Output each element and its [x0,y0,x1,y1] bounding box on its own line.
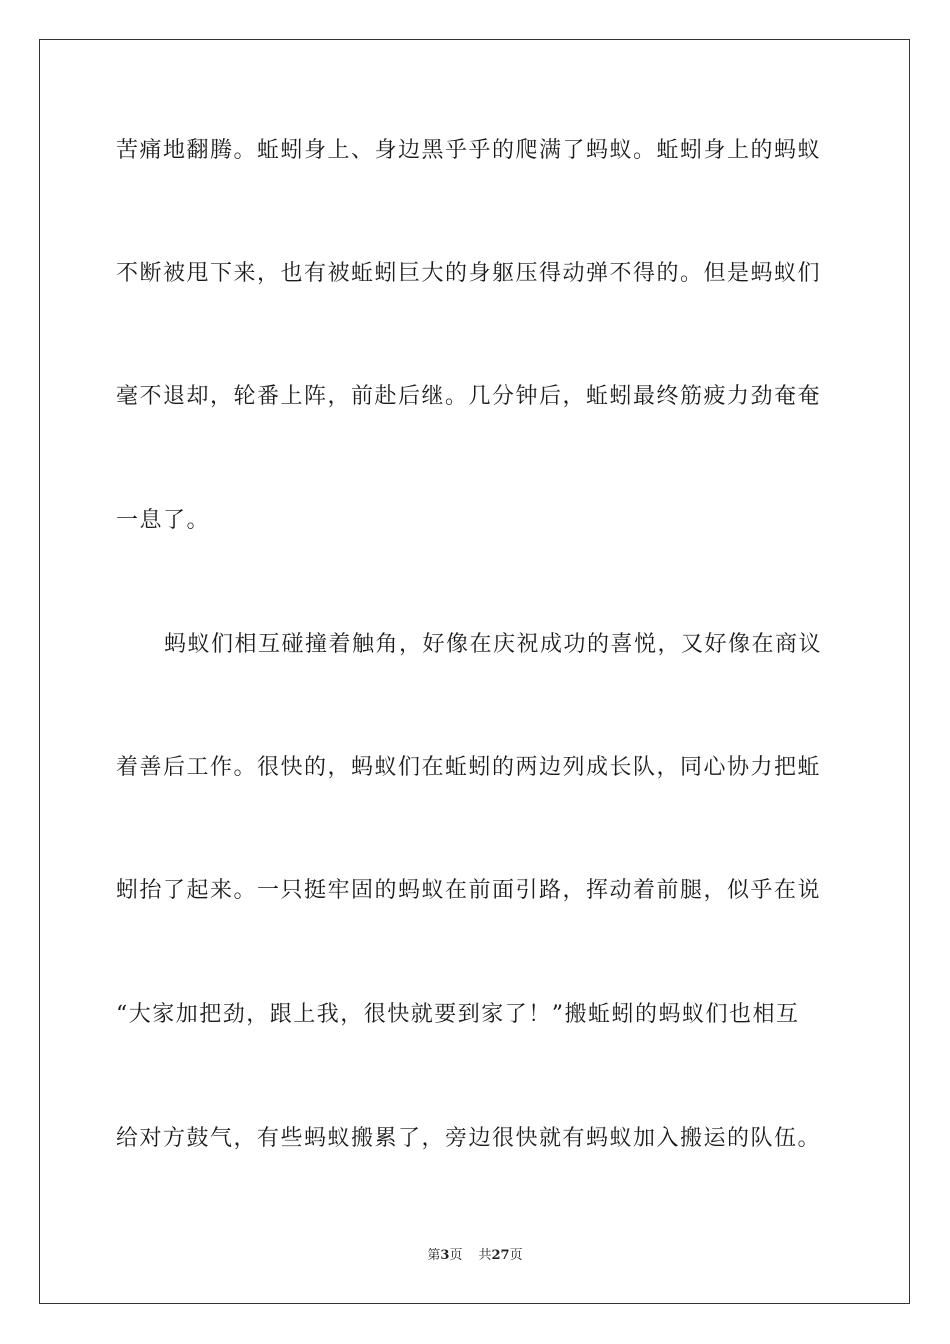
body-text-line-9: 给对方鼓气，有些蚂蚁搬累了，旁边很快就有蚂蚁加入搬运的队伍。 [116,1126,822,1151]
page-number: 3 [440,1248,450,1263]
total-prefix: 共 [478,1248,492,1263]
body-text-line-7: 蚓抬了起来。一只挺牢固的蚂蚁在前面引路，挥动着前腿，似乎在说 [116,878,822,903]
body-text-line-3: 毫不退却，轮番上阵，前赴后继。几分钟后，蚯蚓最终筋疲力劲奄奄 [116,384,822,409]
body-text-line-1: 苦痛地翻腾。蚯蚓身上、身边黑乎乎的爬满了蚂蚁。蚯蚓身上的蚂蚁 [116,138,822,163]
body-text-line-4: 一息了。 [116,508,211,533]
page-border [39,39,910,1304]
page-prefix: 第 [427,1248,441,1263]
page-footer [0,1247,950,1265]
total-pages: 27 [491,1248,510,1263]
total-suffix: 页 [509,1248,523,1263]
body-text-line-6: 着善后工作。很快的，蚂蚁们在蚯蚓的两边列成长队，同心协力把蚯 [116,755,822,780]
body-text-line-8: “大家加把劲，跟上我，很快就要到家了！”搬蚯蚓的蚂蚁们也相互 [116,1002,800,1027]
body-text-line-2: 不断被甩下来，也有被蚯蚓巨大的身躯压得动弹不得的。但是蚂蚁们 [116,261,822,286]
page-suffix: 页 [449,1248,463,1263]
paragraph-first-line: 蚂蚁们相互碰撞着触角，好像在庆祝成功的喜悦，又好像在商议 [164,632,823,657]
